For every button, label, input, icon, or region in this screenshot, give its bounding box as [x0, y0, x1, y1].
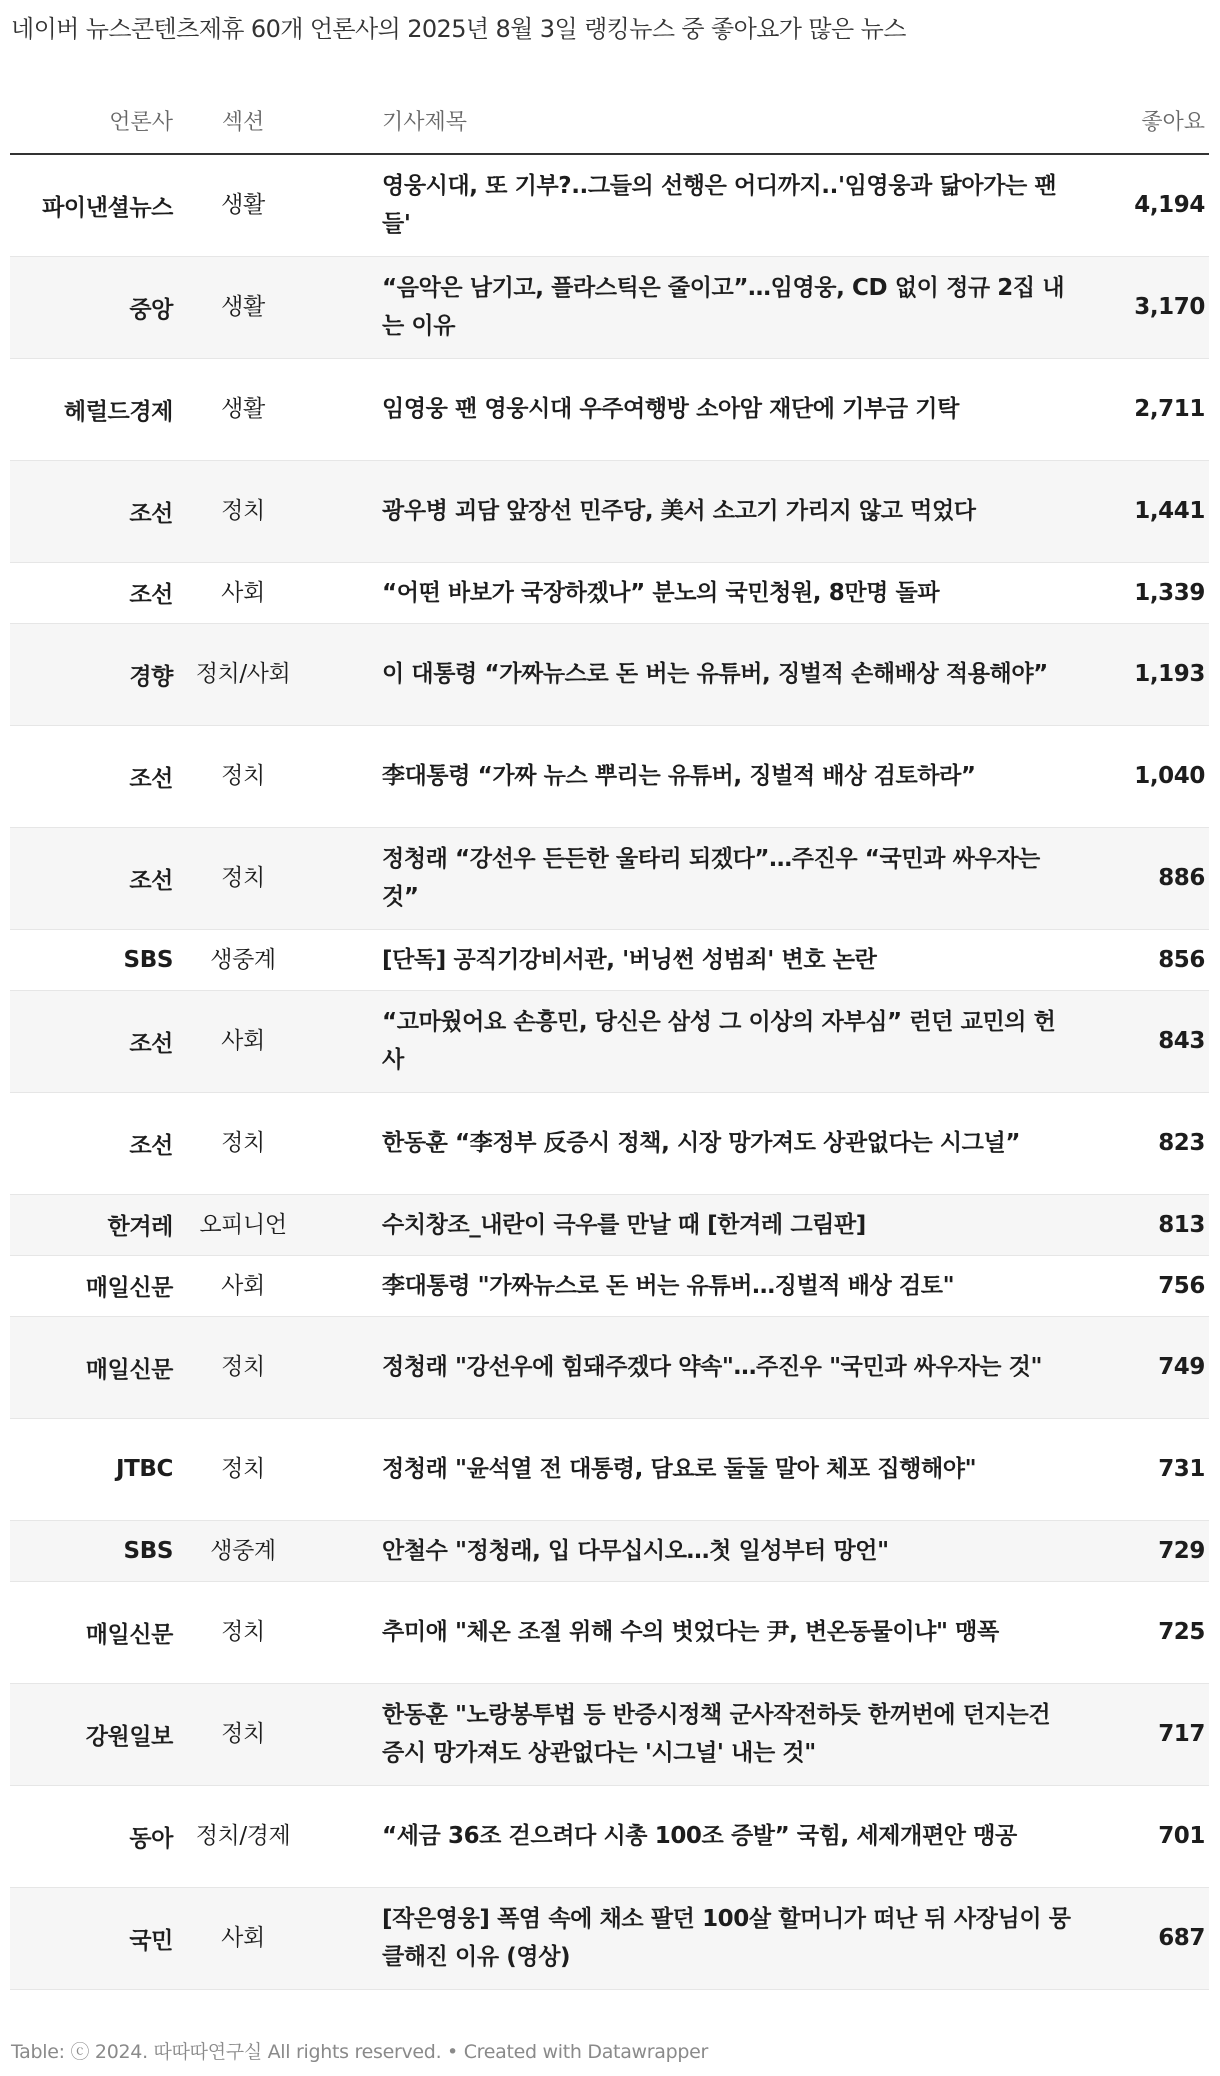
table-row: [10, 623, 1209, 725]
headline-cell: 광우병 괴담 앞장선 민주당, 美서 소고기 가리지 않고 먹었다: [311, 460, 1079, 562]
likes-cell: 843: [1079, 990, 1209, 1092]
section-cell: 오피니언: [175, 1194, 311, 1255]
likes-cell: 1,339: [1079, 562, 1209, 623]
likes-cell: 813: [1079, 1194, 1209, 1255]
likes-cell: 756: [1079, 1255, 1209, 1316]
section-cell: 생활: [175, 256, 311, 358]
section-cell: 사회: [175, 990, 311, 1092]
likes-cell: 856: [1079, 929, 1209, 990]
publisher-cell: 동아: [10, 1785, 175, 1887]
section-cell: 정치: [175, 1581, 311, 1683]
publisher-cell: 강원일보: [10, 1683, 175, 1785]
likes-cell: 701: [1079, 1785, 1209, 1887]
publisher-cell: 한겨레: [10, 1194, 175, 1255]
table-row: [10, 1316, 1209, 1418]
table-row: [10, 1785, 1209, 1887]
headline-cell: [단독] 공직기강비서관, '버닝썬 성범죄' 변호 논란: [311, 929, 1079, 990]
section-cell: 정치: [175, 725, 311, 827]
table-row: [10, 1683, 1209, 1785]
publisher-cell: 조선: [10, 460, 175, 562]
table-row: [10, 358, 1209, 460]
likes-cell: 717: [1079, 1683, 1209, 1785]
section-cell: 정치/경제: [175, 1785, 311, 1887]
publisher-cell: 조선: [10, 725, 175, 827]
table-row: [10, 929, 1209, 990]
publisher-cell: SBS: [10, 1520, 175, 1581]
likes-cell: 2,711: [1079, 358, 1209, 460]
headline-cell: 수치창조_내란이 극우를 만날 때 [한겨레 그림판]: [311, 1194, 1079, 1255]
headline-cell: 임영웅 팬 영웅시대 우주여행방 소아암 재단에 기부금 기탁: [311, 358, 1079, 460]
publisher-cell: 매일신문: [10, 1316, 175, 1418]
table-footer: Table: ⓒ 2024. 따따따연구실 All rights reserved. • Created with Datawrapper: [11, 2041, 709, 2063]
section-cell: 생중계: [175, 1520, 311, 1581]
table-row: [10, 460, 1209, 562]
headline-cell: 안철수 "정청래, 입 다무십시오…첫 일성부터 망언": [311, 1520, 1079, 1581]
column-header-headline[interactable]: 기사제목: [311, 88, 1079, 154]
section-cell: 정치: [175, 1316, 311, 1418]
headline-cell: 이 대통령 “가짜뉴스로 돈 버는 유튜버, 징벌적 손해배상 적용해야”: [311, 623, 1079, 725]
publisher-cell: JTBC: [10, 1418, 175, 1520]
section-cell: 생중계: [175, 929, 311, 990]
likes-cell: 886: [1079, 827, 1209, 929]
likes-cell: 729: [1079, 1520, 1209, 1581]
headline-cell: “고마웠어요 손흥민, 당신은 삼성 그 이상의 자부심” 런던 교민의 헌사: [311, 990, 1079, 1092]
likes-cell: 823: [1079, 1092, 1209, 1194]
table-row: [10, 1418, 1209, 1520]
section-cell: 정치: [175, 1418, 311, 1520]
headline-cell: 李대통령 "가짜뉴스로 돈 버는 유튜버…징벌적 배상 검토": [311, 1255, 1079, 1316]
headline-cell: 한동훈 "노랑봉투법 등 반증시정책 군사작전하듯 한꺼번에 던지는건 증시 망가져도 상관없다는 '시그널' 내는 것": [311, 1683, 1079, 1785]
publisher-cell: 매일신문: [10, 1581, 175, 1683]
table-row: [10, 562, 1209, 623]
likes-cell: 749: [1079, 1316, 1209, 1418]
publisher-cell: 조선: [10, 562, 175, 623]
ranking-table: [10, 88, 1209, 1990]
table-row: [10, 1520, 1209, 1581]
column-header-section[interactable]: 섹션: [175, 88, 311, 154]
likes-cell: 4,194: [1079, 154, 1209, 256]
headline-cell: 정청래 "윤석열 전 대통령, 담요로 둘둘 말아 체포 집행해야": [311, 1418, 1079, 1520]
publisher-cell: 조선: [10, 990, 175, 1092]
table-row: [10, 1194, 1209, 1255]
likes-cell: 3,170: [1079, 256, 1209, 358]
headline-cell: 李대통령 “가짜 뉴스 뿌리는 유튜버, 징벌적 배상 검토하라”: [311, 725, 1079, 827]
section-cell: 생활: [175, 154, 311, 256]
headline-cell: “세금 36조 걷으려다 시총 100조 증발” 국힘, 세제개편안 맹공: [311, 1785, 1079, 1887]
section-cell: 정치: [175, 827, 311, 929]
publisher-cell: 헤럴드경제: [10, 358, 175, 460]
section-cell: 정치: [175, 460, 311, 562]
table-row: [10, 827, 1209, 929]
likes-cell: 725: [1079, 1581, 1209, 1683]
section-cell: 생활: [175, 358, 311, 460]
likes-cell: 1,441: [1079, 460, 1209, 562]
column-header-likes[interactable]: 좋아요: [1079, 88, 1209, 154]
headline-cell: [작은영웅] 폭염 속에 채소 팔던 100살 할머니가 떠난 뒤 사장님이 뭉클해진 이유 (영상): [311, 1887, 1079, 1989]
table-row: [10, 1255, 1209, 1316]
table-row: [10, 256, 1209, 358]
publisher-cell: 중앙: [10, 256, 175, 358]
table-row: [10, 154, 1209, 256]
table-row: [10, 1092, 1209, 1194]
table-row: [10, 990, 1209, 1092]
headline-cell: 정청래 "강선우에 힘돼주겠다 약속"…주진우 "국민과 싸우자는 것": [311, 1316, 1079, 1418]
section-cell: 사회: [175, 1887, 311, 1989]
publisher-cell: 경향: [10, 623, 175, 725]
headline-cell: 정청래 “강선우 든든한 울타리 되겠다”…주진우 “국민과 싸우자는 것”: [311, 827, 1079, 929]
headline-cell: 추미애 "체온 조절 위해 수의 벗었다는 尹, 변온동물이냐" 맹폭: [311, 1581, 1079, 1683]
headline-cell: “음악은 남기고, 플라스틱은 줄이고”…임영웅, CD 없이 정규 2집 내는 이유: [311, 256, 1079, 358]
publisher-cell: SBS: [10, 929, 175, 990]
table-row: [10, 725, 1209, 827]
column-header-publisher[interactable]: 언론사: [10, 88, 175, 154]
publisher-cell: 파이낸셜뉴스: [10, 154, 175, 256]
likes-cell: 687: [1079, 1887, 1209, 1989]
headline-cell: 한동훈 “李정부 反증시 정책, 시장 망가져도 상관없다는 시그널”: [311, 1092, 1079, 1194]
section-cell: 정치: [175, 1683, 311, 1785]
likes-cell: 731: [1079, 1418, 1209, 1520]
header-row: [10, 88, 1209, 154]
table-title: 네이버 뉴스콘텐츠제휴 60개 언론사의 2025년 8월 3일 랭킹뉴스 중 좋아요가 많은 뉴스: [11, 15, 906, 43]
section-cell: 사회: [175, 1255, 311, 1316]
headline-cell: “어떤 바보가 국장하겠나” 분노의 국민청원, 8만명 돌파: [311, 562, 1079, 623]
headline-cell: 영웅시대, 또 기부?..그들의 선행은 어디까지..'임영웅과 닮아가는 팬들': [311, 154, 1079, 256]
section-cell: 정치: [175, 1092, 311, 1194]
table-row: [10, 1887, 1209, 1989]
table-body: [10, 154, 1209, 1989]
likes-cell: 1,193: [1079, 623, 1209, 725]
publisher-cell: 조선: [10, 1092, 175, 1194]
likes-cell: 1,040: [1079, 725, 1209, 827]
section-cell: 정치/사회: [175, 623, 311, 725]
publisher-cell: 매일신문: [10, 1255, 175, 1316]
table-row: [10, 1581, 1209, 1683]
publisher-cell: 조선: [10, 827, 175, 929]
publisher-cell: 국민: [10, 1887, 175, 1989]
section-cell: 사회: [175, 562, 311, 623]
